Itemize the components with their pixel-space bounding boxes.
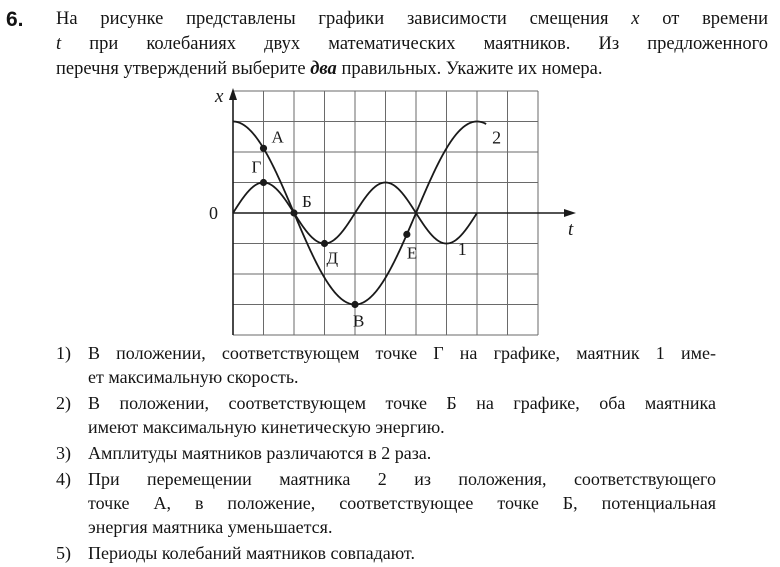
question-line-3-a: перечня утверждений выберите xyxy=(56,59,311,79)
option-text-line: имеют максимальную кинетическую энергию. xyxy=(88,417,445,437)
y-axis-arrow xyxy=(229,88,237,100)
point-Е xyxy=(403,231,410,238)
x-axis-arrow xyxy=(564,209,576,217)
origin-label: 0 xyxy=(209,203,218,223)
point-А xyxy=(260,145,267,152)
option-text-line: В положении, соответствующем точке Г на графике, маятник 1 име- xyxy=(88,343,716,363)
option-1 xyxy=(56,341,716,389)
point-label-А: А xyxy=(271,127,284,147)
question-line-2-rest: при колебаниях двух математических маятников. Из предложенного xyxy=(61,34,768,54)
question-text xyxy=(56,7,768,82)
x-axis-label: t xyxy=(568,219,574,240)
point-Д xyxy=(321,240,328,247)
point-Б xyxy=(290,209,297,216)
option-number: 1) xyxy=(56,343,71,363)
question-line-2 xyxy=(56,32,768,57)
option-text-line: Амплитуды маятников различаются в 2 раза. xyxy=(88,443,432,463)
y-axis-label: x xyxy=(215,86,224,107)
question-line-1-a: На рисунке представлены графики зависимости смещения xyxy=(56,9,632,29)
question-line-1 xyxy=(56,7,768,32)
question-line-3-b: правильных. Укажите их номера. xyxy=(336,59,603,79)
option-text-line: ет максимальную скорость. xyxy=(88,367,299,387)
option-5 xyxy=(56,541,716,565)
option-3 xyxy=(56,441,716,465)
point-label-Е: Е xyxy=(406,243,418,263)
point-В xyxy=(351,301,358,308)
question-number: 6. xyxy=(6,8,24,31)
emphasis-two: два xyxy=(310,59,337,79)
option-text-line: точке А, в положение, соответствующее точке Б, потенциальная xyxy=(88,493,716,513)
answer-options xyxy=(56,341,716,567)
option-number: 3) xyxy=(56,443,71,463)
option-number: 4) xyxy=(56,469,71,489)
var-x: x xyxy=(631,9,640,29)
point-label-В: В xyxy=(353,311,365,331)
option-number: 2) xyxy=(56,393,71,413)
point-label-Д: Д xyxy=(326,248,339,268)
point-label-Б: Б xyxy=(302,192,312,211)
curve-label-2: 2 xyxy=(492,127,502,148)
option-4 xyxy=(56,467,716,539)
question-line-3 xyxy=(56,57,768,82)
option-text-line: В положении, соответствующем точке Б на графике, оба маятника xyxy=(88,393,716,413)
option-number: 5) xyxy=(56,543,71,563)
curve-label-1: 1 xyxy=(457,239,467,259)
point-Г xyxy=(260,179,267,186)
displacement-time-graph xyxy=(200,86,574,340)
point-label-Г: Г xyxy=(251,157,262,177)
option-2 xyxy=(56,391,716,439)
option-text-line: энергия маятника уменьшается. xyxy=(88,517,333,537)
question-line-1-b: от времени xyxy=(639,9,768,29)
option-text-line: При перемещении маятника 2 из положения, соответствующего xyxy=(88,469,716,489)
option-text-line: Периоды колебаний маятников совпадают. xyxy=(88,543,415,563)
var-t: t xyxy=(56,34,62,54)
